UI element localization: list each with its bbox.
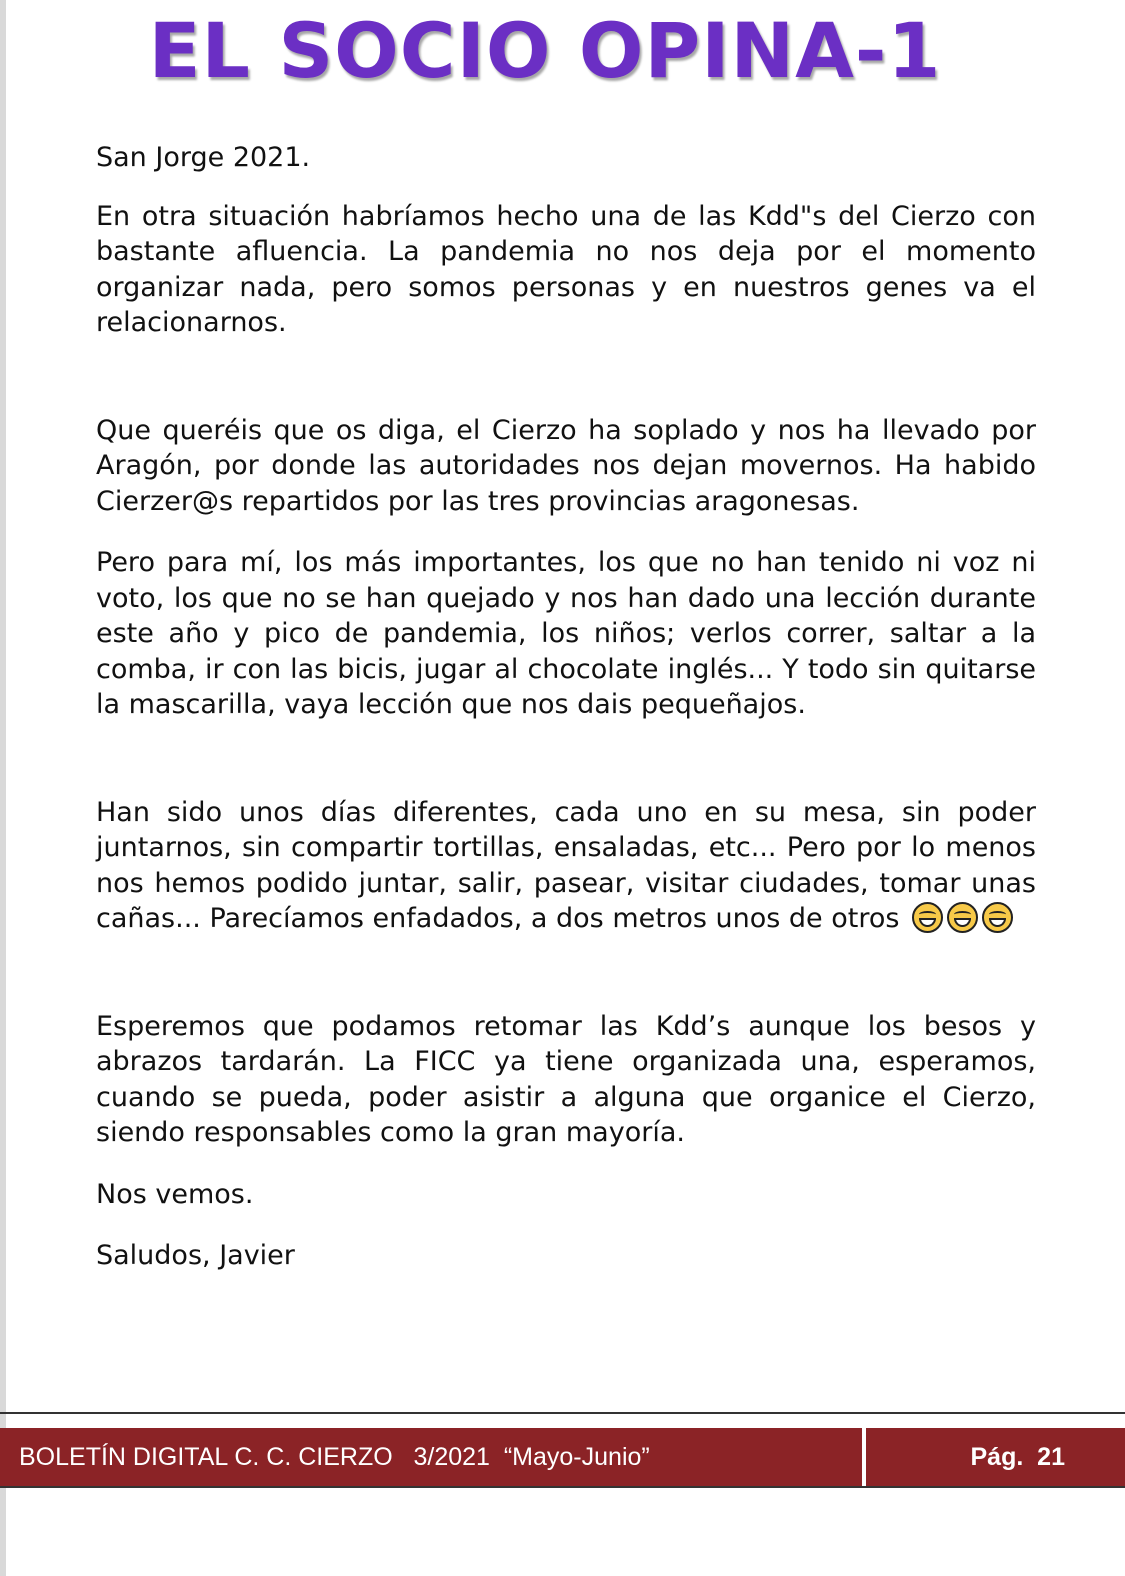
- footer-top-rule: [0, 1412, 1125, 1414]
- article-body: [96, 140, 1036, 1274]
- paragraph-4: [96, 795, 1036, 937]
- footer-page-number: Pág. 21: [866, 1428, 1125, 1486]
- laughing-tears-icon: [947, 902, 978, 933]
- laughing-tears-icon: [912, 902, 943, 933]
- closing-line: Nos vemos.: [96, 1178, 254, 1210]
- page-edge: [0, 0, 6, 1576]
- paragraph-4-text: Han sido unos días diferentes, cada uno en su mesa, sin poder juntarnos, sin compartir tortillas, ensaladas, etc... Pero por lo menos nos hemos podido juntar, salir, pasear, visitar ciudades, tomar unas cañas... Parecíamos enfadados, a dos metros unos de otros: [96, 796, 1036, 934]
- footer-bottom-rule: [0, 1486, 1125, 1488]
- date-line: San Jorge 2021.: [96, 142, 311, 173]
- signature-line: Saludos, Javier: [96, 1240, 295, 1271]
- paragraph-3: Pero para mí, los más importantes, los que no han tenido ni voz ni voto, los que no se han quejado y nos han dado una lección durante este año y pico de pandemia, los niños; verlos correr, saltar a la comba, ir con las bicis, jugar al chocolate inglés... Y todo sin quitarse la mascarilla, vaya lección que nos dais pequeñajos.: [96, 547, 1036, 720]
- laughing-tears-icon: [982, 902, 1013, 933]
- paragraph-1: En otra situación habríamos hecho una de las Kdd"s del Cierzo con bastante afluencia. La pandemia no nos deja por el momento organizar nada, pero somos personas y en nuestros genes va el relacionarnos.: [96, 200, 1036, 338]
- page-footer: [0, 1428, 1125, 1486]
- paragraph-2: Que queréis que os diga, el Cierzo ha soplado y nos ha llevado por Aragón, por donde las autoridades nos dejan movernos. Ha habido Cierzer@s repartidos por las tres provincias aragonesas.: [96, 414, 1036, 517]
- paragraph-5: Esperemos que podamos retomar las Kdd’s aunque los besos y abrazos tardarán. La FICC ya tiene organizada una, esperamos, cuando se pueda, poder asistir a alguna que organice el Cierzo, siendo responsables como la gran mayoría.: [96, 1010, 1036, 1148]
- page-title: EL SOCIO OPINA-1: [148, 6, 942, 95]
- footer-publication: BOLETÍN DIGITAL C. C. CIERZO 3/2021 “Mayo-Junio”: [0, 1428, 862, 1486]
